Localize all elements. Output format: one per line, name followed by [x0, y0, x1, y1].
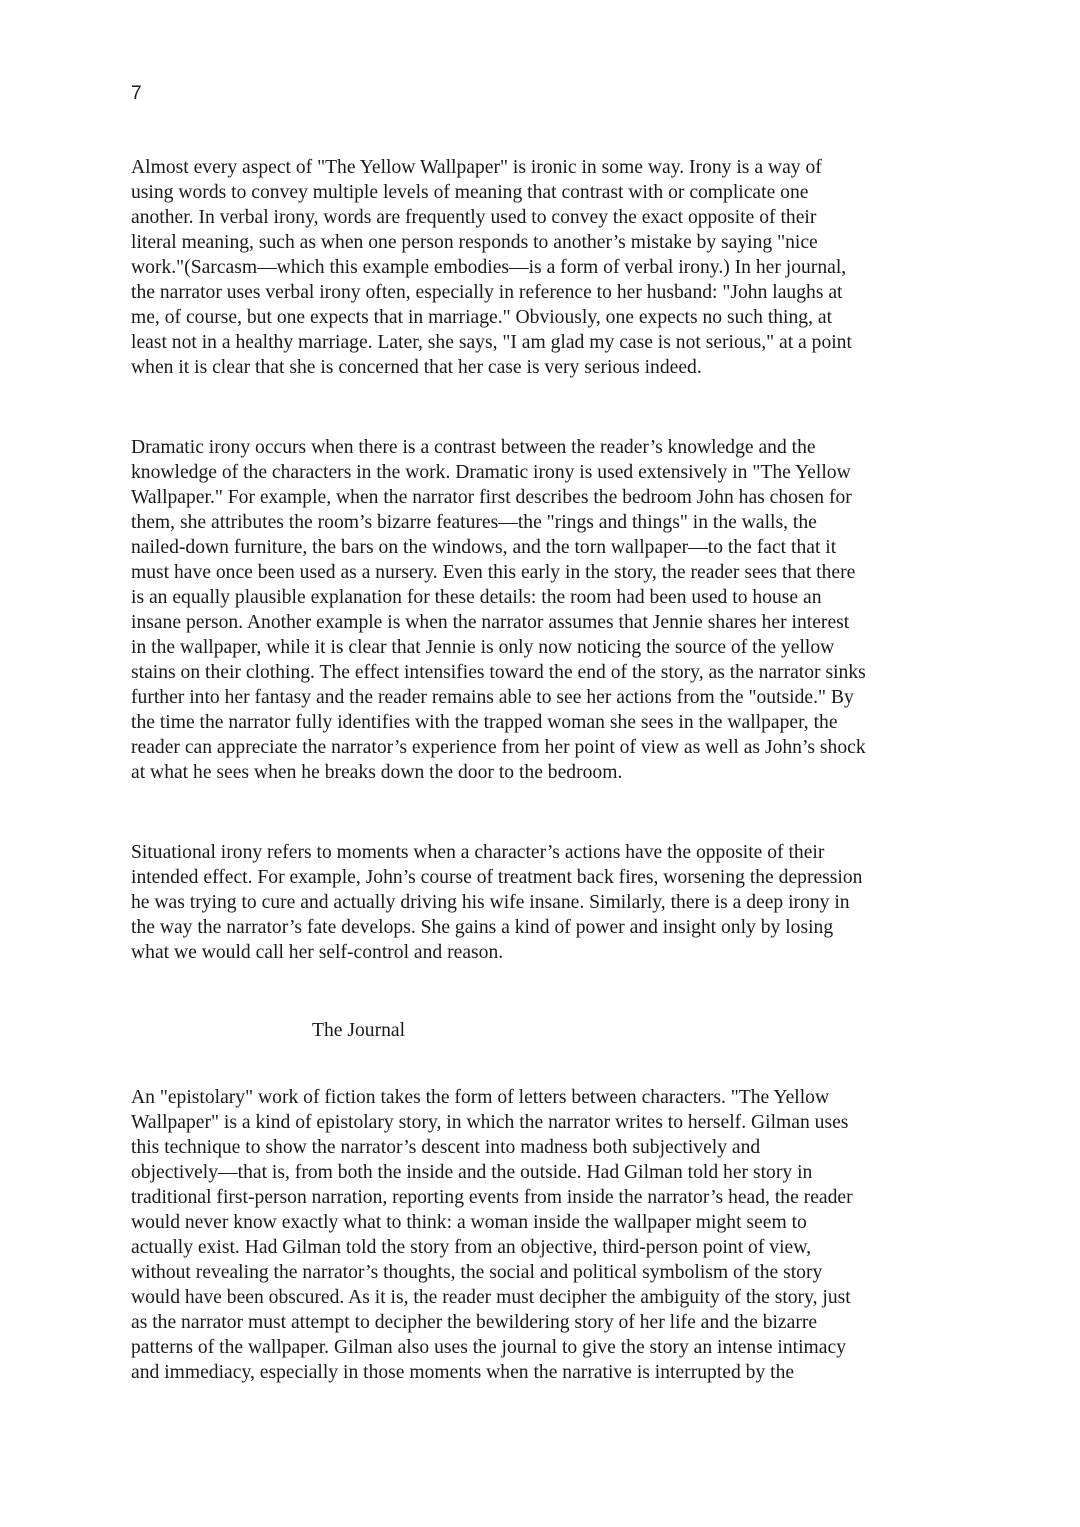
text-line: least not in a healthy marriage. Later, she says, "I am glad my case is not serious," at a point [131, 332, 852, 353]
text-line: in the wallpaper, while it is clear that Jennie is only now noticing the source of the yellow [131, 637, 835, 658]
text-line: reader can appreciate the narrator’s experience from her point of view as well as John’s shock [131, 737, 866, 758]
page-number: 7 [131, 83, 142, 104]
text-line: at what he sees when he breaks down the door to the bedroom. [131, 762, 623, 783]
paragraph-irony-intro [131, 155, 961, 380]
text-line: nailed-down furniture, the bars on the windows, and the torn wallpaper—to the fact that it [131, 537, 837, 558]
paragraph-dramatic-irony [131, 435, 961, 785]
text-line: stains on their clothing. The effect intensifies toward the end of the story, as the narrator sinks [131, 662, 866, 683]
section-heading-journal: The Journal [312, 1020, 406, 1041]
text-line: An "epistolary" work of fiction takes the form of letters between characters. "The Yellow [131, 1087, 830, 1108]
text-line: without revealing the narrator’s thoughts, the social and political symbolism of the story [131, 1262, 823, 1283]
text-line: the narrator uses verbal irony often, especially in reference to her husband: "John laughs at [131, 282, 843, 303]
text-line: the way the narrator’s fate develops. She gains a kind of power and insight only by losing [131, 917, 834, 938]
text-line: further into her fantasy and the reader remains able to see her actions from the "outside." By [131, 687, 854, 708]
text-line: is an equally plausible explanation for these details: the room had been used to house an [131, 587, 822, 608]
text-line: what we would call her self-control and reason. [131, 942, 504, 963]
text-line: this technique to show the narrator’s descent into madness both subjectively and [131, 1137, 761, 1158]
text-line: insane person. Another example is when the narrator assumes that Jennie shares her interest [131, 612, 850, 633]
text-line: patterns of the wallpaper. Gilman also uses the journal to give the story an intense intimacy [131, 1337, 846, 1358]
text-line: actually exist. Had Gilman told the story from an objective, third-person point of view, [131, 1237, 811, 1258]
text-line: would have been obscured. As it is, the reader must decipher the ambiguity of the story, just [131, 1287, 851, 1308]
paragraph-situational-irony [131, 840, 961, 965]
text-line: Wallpaper" is a kind of epistolary story, in which the narrator writes to herself. Gilman uses [131, 1112, 849, 1133]
text-line: must have once been used as a nursery. Even this early in the story, the reader sees that there [131, 562, 856, 583]
text-line: Wallpaper." For example, when the narrator first describes the bedroom John has chosen for [131, 487, 852, 508]
text-line: when it is clear that she is concerned that her case is very serious indeed. [131, 357, 702, 378]
text-line: as the narrator must attempt to decipher the bewildering story of her life and the bizarre [131, 1312, 818, 1333]
paragraph-journal [131, 1085, 961, 1385]
text-line: and immediacy, especially in those moments when the narrative is interrupted by the [131, 1362, 795, 1383]
text-line: would never know exactly what to think: a woman inside the wallpaper might seem to [131, 1212, 807, 1233]
text-line: Dramatic irony occurs when there is a contrast between the reader’s knowledge and the [131, 437, 816, 458]
text-line: intended effect. For example, John’s course of treatment back fires, worsening the depression [131, 867, 863, 888]
text-line: he was trying to cure and actually driving his wife insane. Similarly, there is a deep irony in [131, 892, 850, 913]
text-line: using words to convey multiple levels of meaning that contrast with or complicate one [131, 182, 809, 203]
text-line: another. In verbal irony, words are frequently used to convey the exact opposite of their [131, 207, 817, 228]
text-line: Situational irony refers to moments when a character’s actions have the opposite of their [131, 842, 825, 863]
text-line: traditional first-person narration, reporting events from inside the narrator’s head, the reader [131, 1187, 853, 1208]
text-line: them, she attributes the room’s bizarre features—the "rings and things" in the walls, the [131, 512, 817, 533]
text-line: me, of course, but one expects that in marriage." Obviously, one expects no such thing, at [131, 307, 833, 328]
text-line: the time the narrator fully identifies with the trapped woman she sees in the wallpaper, the [131, 712, 838, 733]
text-line: work."(Sarcasm—which this example embodies—is a form of verbal irony.) In her journal, [131, 257, 847, 278]
text-line: literal meaning, such as when one person responds to another’s mistake by saying "nice [131, 232, 818, 253]
text-line: knowledge of the characters in the work. Dramatic irony is used extensively in "The Yellow [131, 462, 851, 483]
text-line: Almost every aspect of "The Yellow Wallpaper" is ironic in some way. Irony is a way of [131, 157, 822, 178]
text-line: objectively—that is, from both the inside and the outside. Had Gilman told her story in [131, 1162, 813, 1183]
